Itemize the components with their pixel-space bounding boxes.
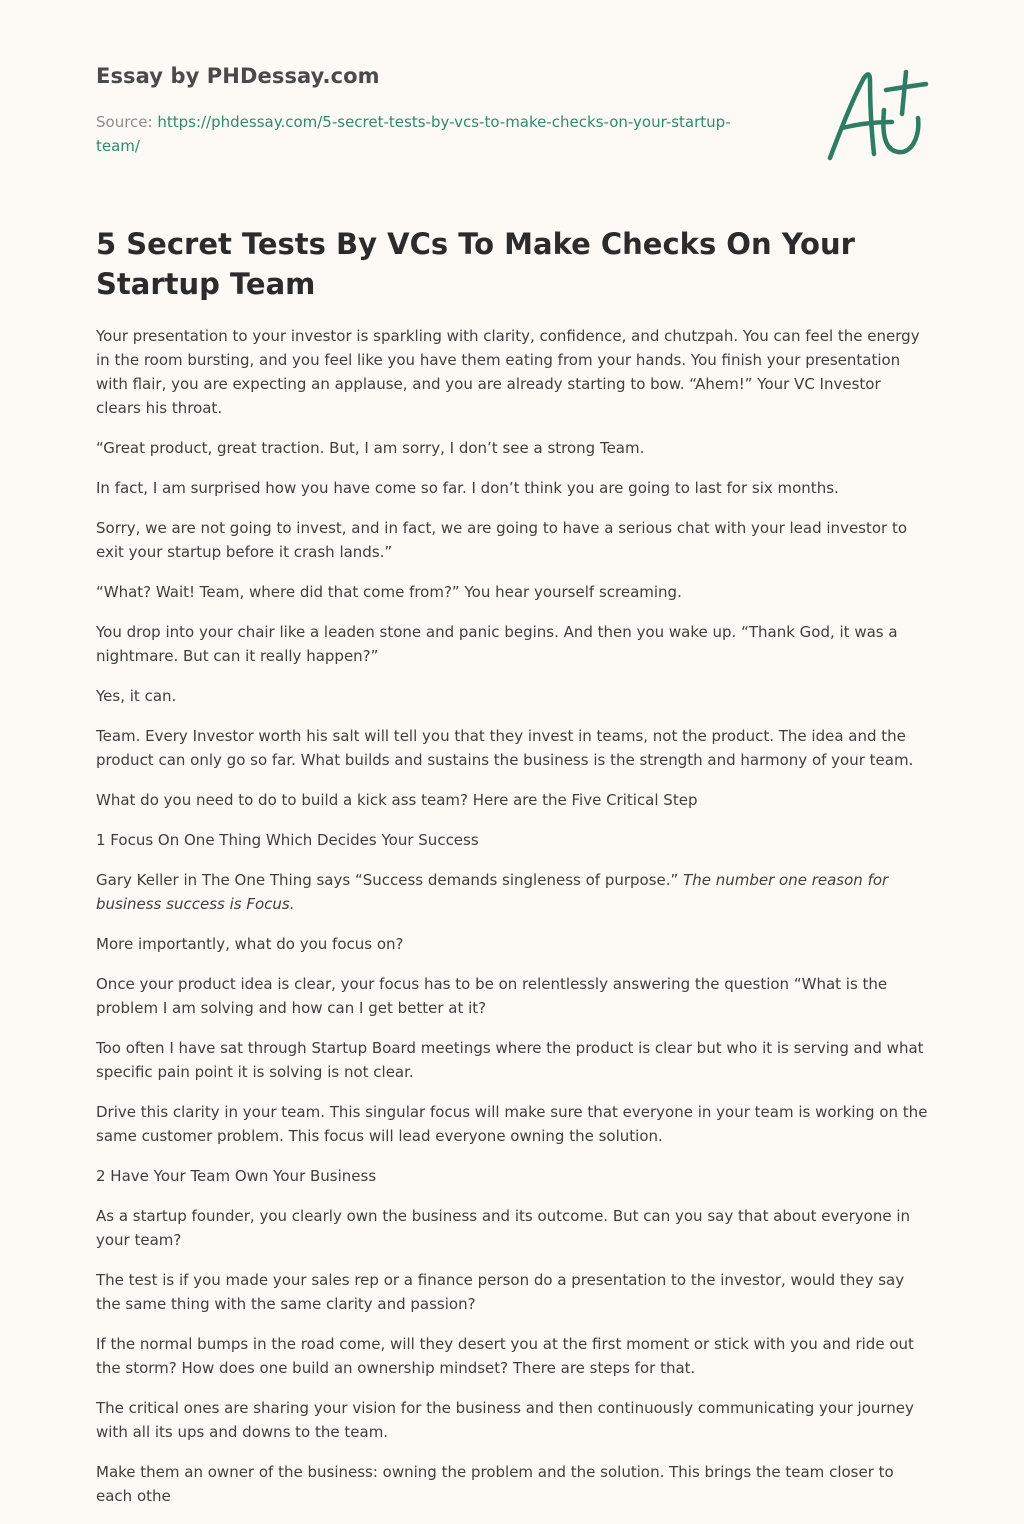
essay-header — [96, 0, 928, 190]
paragraph: More importantly, what do you focus on? — [96, 935, 404, 953]
a-plus-grade-icon — [822, 66, 932, 166]
paragraph: You drop into your chair like a leaden stone and panic begins. And then you wake up. “Thank God, it was a nightmare. But can it really happen?” — [96, 623, 898, 665]
paragraph: Yes, it can. — [96, 687, 177, 705]
paragraph: In fact, I am surprised how you have come so far. I don’t think you are going to last for six months. — [96, 479, 839, 497]
paragraph: Sorry, we are not going to invest, and in fact, we are going to have a serious chat with your lead investor to exit your startup before it crash lands.” — [96, 519, 908, 561]
source-label: Source: — [96, 113, 158, 131]
quote-paragraph — [96, 868, 928, 916]
site-brand: Essay by PHDessay.com — [96, 64, 380, 88]
paragraph: Drive this clarity in your team. This singular focus will make sure that everyone in your team is working on the same customer problem. This focus will lead everyone owning the solution. — [96, 1103, 928, 1145]
paragraph: Once your product idea is clear, your focus has to be on relentlessly answering the question “What is the problem I am solving and how can I get better at it? — [96, 975, 888, 1017]
essay-body — [96, 324, 928, 1524]
quote-plain-text: Gary Keller in The One Thing says “Success demands singleness of purpose.” — [96, 871, 684, 889]
section-heading: 1 Focus On One Thing Which Decides Your Success — [96, 831, 479, 849]
paragraph: Your presentation to your investor is sparkling with clarity, confidence, and chutzpah. You can feel the energy in the room bursting, and you feel like you have them eating from your hands. You finish your presentation with flair, you are expecting an applause, and you are already starting to bow. “Ahem!” Your VC Investor clears his throat. — [96, 327, 920, 417]
paragraph: As a startup founder, you clearly own the business and its outcome. But can you say that about everyone in your team? — [96, 1207, 910, 1249]
paragraph: The test is if you made your sales rep or a finance person do a presentation to the investor, would they say the same thing with the same clarity and passion? — [96, 1271, 905, 1313]
essay-page — [96, 0, 928, 1505]
paragraph: Make them an owner of the business: owning the problem and the solution. This brings the team closer to each othe — [96, 1463, 894, 1505]
paragraph: If the normal bumps in the road come, will they desert you at the first moment or stick with you and ride out the storm? How does one build an ownership mindset? There are steps for that. — [96, 1335, 914, 1377]
section-heading: 2 Have Your Team Own Your Business — [96, 1167, 377, 1185]
paragraph: “What? Wait! Team, where did that come from?” You hear yourself screaming. — [96, 583, 682, 601]
paragraph: What do you need to do to build a kick ass team? Here are the Five Critical Step — [96, 791, 698, 809]
paragraph: Too often I have sat through Startup Board meetings where the product is clear but who it is serving and what specific pain point it is solving is not clear. — [96, 1039, 924, 1081]
paragraph: “Great product, great traction. But, I am sorry, I don’t see a strong Team. — [96, 439, 645, 457]
source-link[interactable]: https://phdessay.com/5-secret-tests-by-vcs-to-make-checks-on-your-startup-team/ — [96, 113, 731, 155]
essay-title: 5 Secret Tests By VCs To Make Checks On Your Startup Team — [96, 227, 855, 301]
source-line — [96, 110, 756, 158]
paragraph: The critical ones are sharing your vision for the business and then continuously communicating your journey with all its ups and downs to the team. — [96, 1399, 914, 1441]
quote-italic-text: The number one reason for business success is Focus. — [96, 871, 889, 913]
paragraph: Team. Every Investor worth his salt will tell you that they invest in teams, not the product. The idea and the product can only go so far. What builds and sustains the business is the strength and harmony of your team. — [96, 727, 914, 769]
